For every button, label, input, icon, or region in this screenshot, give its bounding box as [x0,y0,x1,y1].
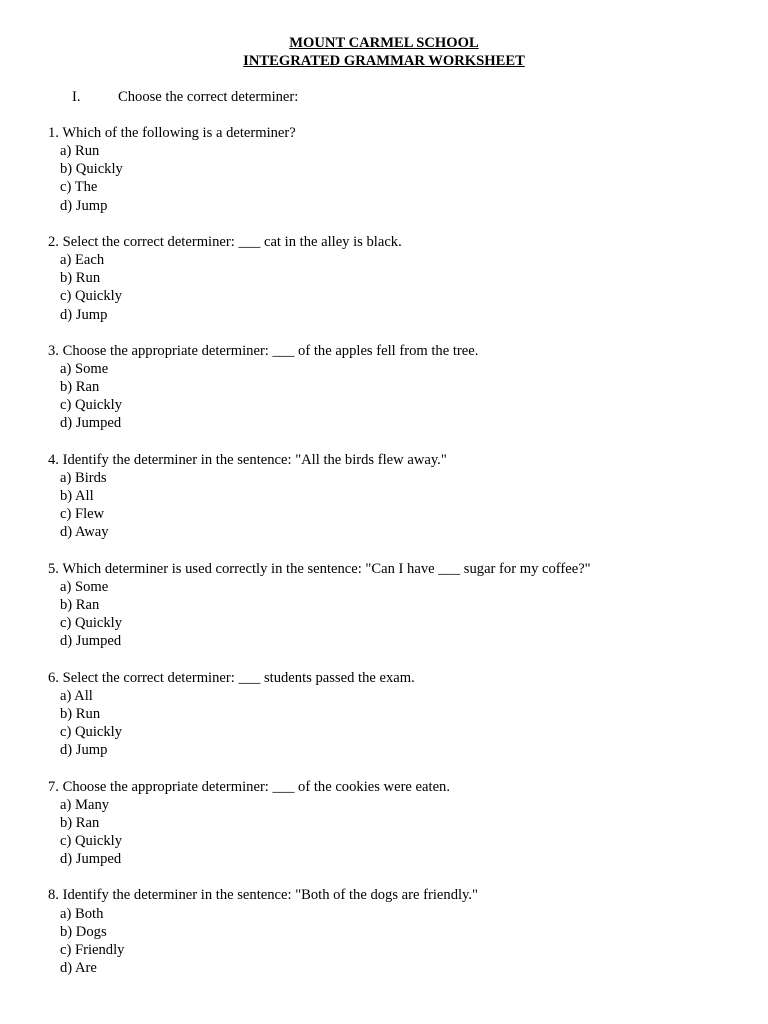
question-text: 5. Which determiner is used correctly in the sentence: "Can I have ___ sugar for my coffee?" [48,560,591,577]
option-d: d) Away [60,524,109,541]
option-d: d) Jump [60,306,108,323]
option-a: a) Some [60,361,109,377]
option-d: d) Jump [60,197,108,214]
school-name: MOUNT CARMEL SCHOOL [289,35,479,51]
option-d: d) Jumped [60,415,122,432]
question-text: 7. Choose the appropriate determiner: ___ of the cookies were eaten. [48,778,450,795]
question-6 [48,669,748,760]
option-c: c) Quickly [60,397,123,414]
option-a: a) Some [60,578,109,595]
question-8 [48,886,748,977]
question-text: 1. Which of the following is a determiner? [48,125,296,141]
worksheet-header [0,34,768,70]
option-c: c) Quickly [60,615,123,632]
question-4 [48,451,748,542]
option-c: c) Quickly [60,724,123,741]
question-text: 8. Identify the determiner in the sentence: "Both of the dogs are friendly." [48,887,478,904]
option-b: b) Ran [60,597,100,613]
question-7 [48,778,748,869]
option-b: b) Dogs [60,923,107,940]
question-text: 2. Select the correct determiner: ___ cat in the alley is black. [48,233,402,250]
option-a: a) All [60,687,93,704]
option-c: c) Flew [60,506,105,523]
option-b: b) Ran [60,379,100,396]
question-1 [48,124,748,215]
option-d: d) Jump [60,742,108,759]
option-a: a) Birds [60,469,107,486]
option-a: a) Many [60,796,110,813]
worksheet-title: INTEGRATED GRAMMAR WORKSHEET [243,53,525,69]
option-d: d) Jumped [60,851,122,868]
option-c: c) Friendly [60,941,125,958]
question-text: 4. Identify the determiner in the sentence: "All the birds flew away." [48,451,447,468]
question-text: 6. Select the correct determiner: ___ students passed the exam. [48,669,415,686]
option-c: c) The [60,179,98,196]
question-2 [48,233,748,324]
option-b: b) Ran [60,814,100,831]
option-d: d) Jumped [60,633,122,650]
question-5 [48,560,748,651]
section-heading [72,88,298,106]
question-text: 3. Choose the appropriate determiner: ___ of the apples fell from the tree. [48,342,479,359]
question-3 [48,342,748,433]
option-b: b) All [60,488,94,505]
option-a: a) Both [60,905,104,922]
option-a: a) Each [60,252,105,269]
option-d: d) Are [60,960,97,977]
option-b: b) Run [60,270,101,287]
option-a: a) Run [60,143,100,160]
question-list [48,124,748,995]
option-b: b) Run [60,705,101,722]
section-number: I. [72,89,81,105]
option-c: c) Quickly [60,833,123,849]
option-b: b) Quickly [60,161,123,178]
option-c: c) Quickly [60,288,123,305]
section-instruction: Choose the correct determiner: [118,89,299,105]
